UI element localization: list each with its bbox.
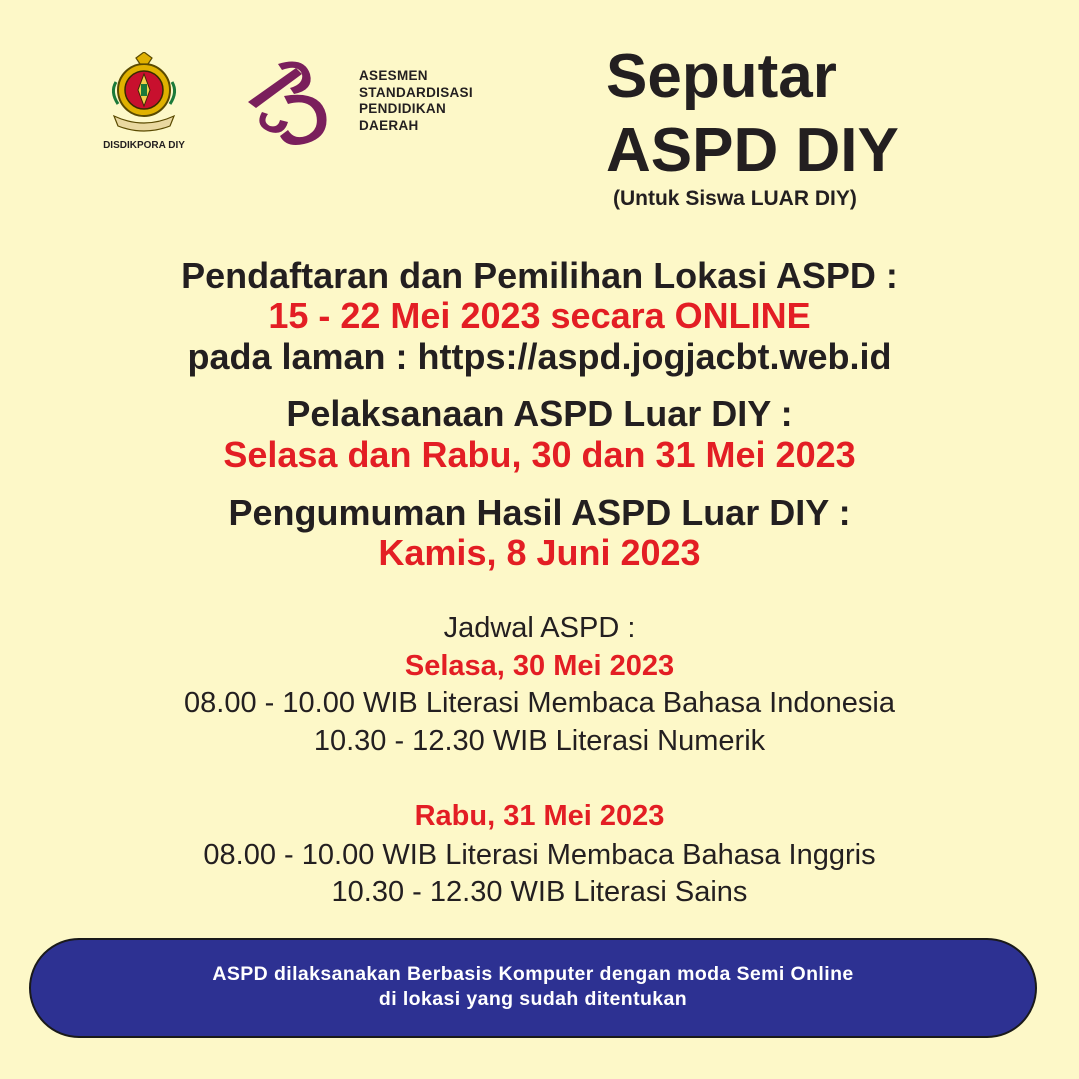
banner-line2: di lokasi yang sudah ditentukan <box>378 988 688 1010</box>
page-title-line2: ASPD DIY <box>606 116 899 185</box>
registration-url: pada laman : https://aspd.jogjacbt.web.id <box>187 336 892 377</box>
announcement-date: Kamis, 8 Juni 2023 <box>378 532 701 573</box>
implementation-heading: Pelaksanaan ASPD Luar DIY : <box>286 393 793 434</box>
schedule-session: 10.30 - 12.30 WIB Literasi Sains <box>331 876 748 908</box>
banner-line1: ASPD dilaksanakan Berbasis Komputer dengan moda Semi Online <box>212 963 854 985</box>
page-subtitle: (Untuk Siswa LUAR DIY) <box>613 187 857 210</box>
aspd-name-line: STANDARDISASI <box>359 84 473 100</box>
schedule-session: 08.00 - 10.00 WIB Literasi Membaca Bahasa Indonesia <box>184 687 895 719</box>
schedule-session: 10.30 - 12.30 WIB Literasi Numerik <box>313 725 766 757</box>
implementation-date: Selasa dan Rabu, 30 dan 31 Mei 2023 <box>223 434 856 475</box>
aspd-full-name <box>359 68 473 134</box>
dept-label: DISDIKPORA DIY <box>103 140 185 151</box>
registration-date: 15 - 22 Mei 2023 secara ONLINE <box>268 295 811 336</box>
aspd-name-line: PENDIDIKAN <box>359 101 447 116</box>
dikpora-diy-emblem-icon <box>108 52 180 136</box>
info-banner <box>29 938 1037 1038</box>
announcement-heading: Pengumuman Hasil ASPD Luar DIY : <box>228 492 851 533</box>
schedule-day2-date: Rabu, 31 Mei 2023 <box>414 800 665 832</box>
schedule-heading: Jadwal ASPD : <box>443 612 636 644</box>
schedule-session: 08.00 - 10.00 WIB Literasi Membaca Bahasa Inggris <box>203 839 876 871</box>
aspd-name-line: ASESMEN <box>359 68 428 83</box>
aspd-logo-icon <box>244 56 334 148</box>
page-title-line1: Seputar <box>606 42 837 111</box>
aspd-name-line: DAERAH <box>359 117 419 133</box>
registration-heading: Pendaftaran dan Pemilihan Lokasi ASPD : <box>181 255 898 296</box>
schedule-day1-date: Selasa, 30 Mei 2023 <box>404 650 675 682</box>
